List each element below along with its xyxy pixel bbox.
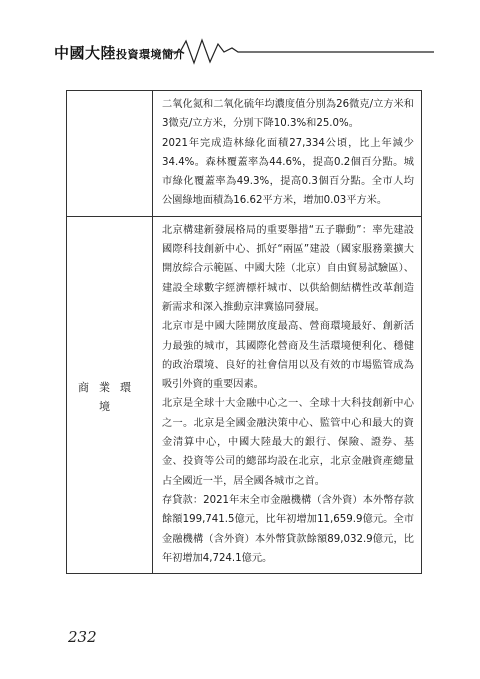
header-title-sub: 投資環境簡介 (116, 48, 186, 61)
header-title-main: 中國大陸 (54, 44, 117, 62)
business-paragraph: 北京市是中國大陸開放度最高、營商環境最好、創新活力最強的城市，其國際化營商及生活環境便利化、穩健的政治環境、良好的社會信用以及有效的市場監管成為吸引外資的重要因素。 (162, 321, 414, 391)
business-content-cell (153, 216, 422, 573)
table-row (67, 216, 422, 573)
business-paragraph: 存貸款：2021年末全市金融機構（含外資）本外幣存款餘額199,741.5億元，比年初增加11,659.9億元。全市金融機構（含外資）本外幣貸款餘額89,032.9億元，比年初增加4,724.1億元。 (162, 494, 414, 564)
business-label: 商業環境 (78, 380, 141, 413)
table-row (67, 91, 422, 217)
page-number: 232 (68, 628, 97, 646)
env-paragraph: 2021年完成造林綠化面積27,334公頃，比上年減少34.4%。森林覆蓋率為44.6%，提高0.2個百分點。城市綠化覆蓋率為49.3%，提高0.3個百分點。全市人均公園綠地面積為16.62平方米，增加0.03平方米。 (162, 137, 414, 207)
env-content-cell (153, 91, 422, 217)
info-table (66, 90, 422, 574)
business-paragraph: 北京構建新發展格局的重要舉措“五子聯動”：率先建設國際科技創新中心、抓好“兩區”建設（國家服務業擴大開放綜合示範區、中國大陸（北京）自由貿易試驗區）、建設全球數字經濟標杆城市、以供給側結構性改革創造新需求和深入推動京津冀協同發展。 (162, 224, 414, 313)
pulse-line-icon (172, 36, 434, 66)
env-label-cell (67, 91, 153, 217)
business-paragraph: 北京是全球十大金融中心之一、全球十大科技創新中心之一。北京是全國金融決策中心、監管中心和最大的資金清算中心，中國大陸最大的銀行、保險、證券、基金、投資等公司的總部均設在北京，北京金融資產總量占全國近一半，居全國各城市之首。 (162, 398, 414, 487)
running-header (54, 36, 434, 66)
business-label-cell (67, 216, 153, 573)
header-title (54, 42, 185, 63)
env-paragraph: 二氧化氮和二氧化硫年均濃度值分別為26微克/立方米和3微克/立方米，分別下降10.3%和25.0%。 (162, 99, 414, 130)
